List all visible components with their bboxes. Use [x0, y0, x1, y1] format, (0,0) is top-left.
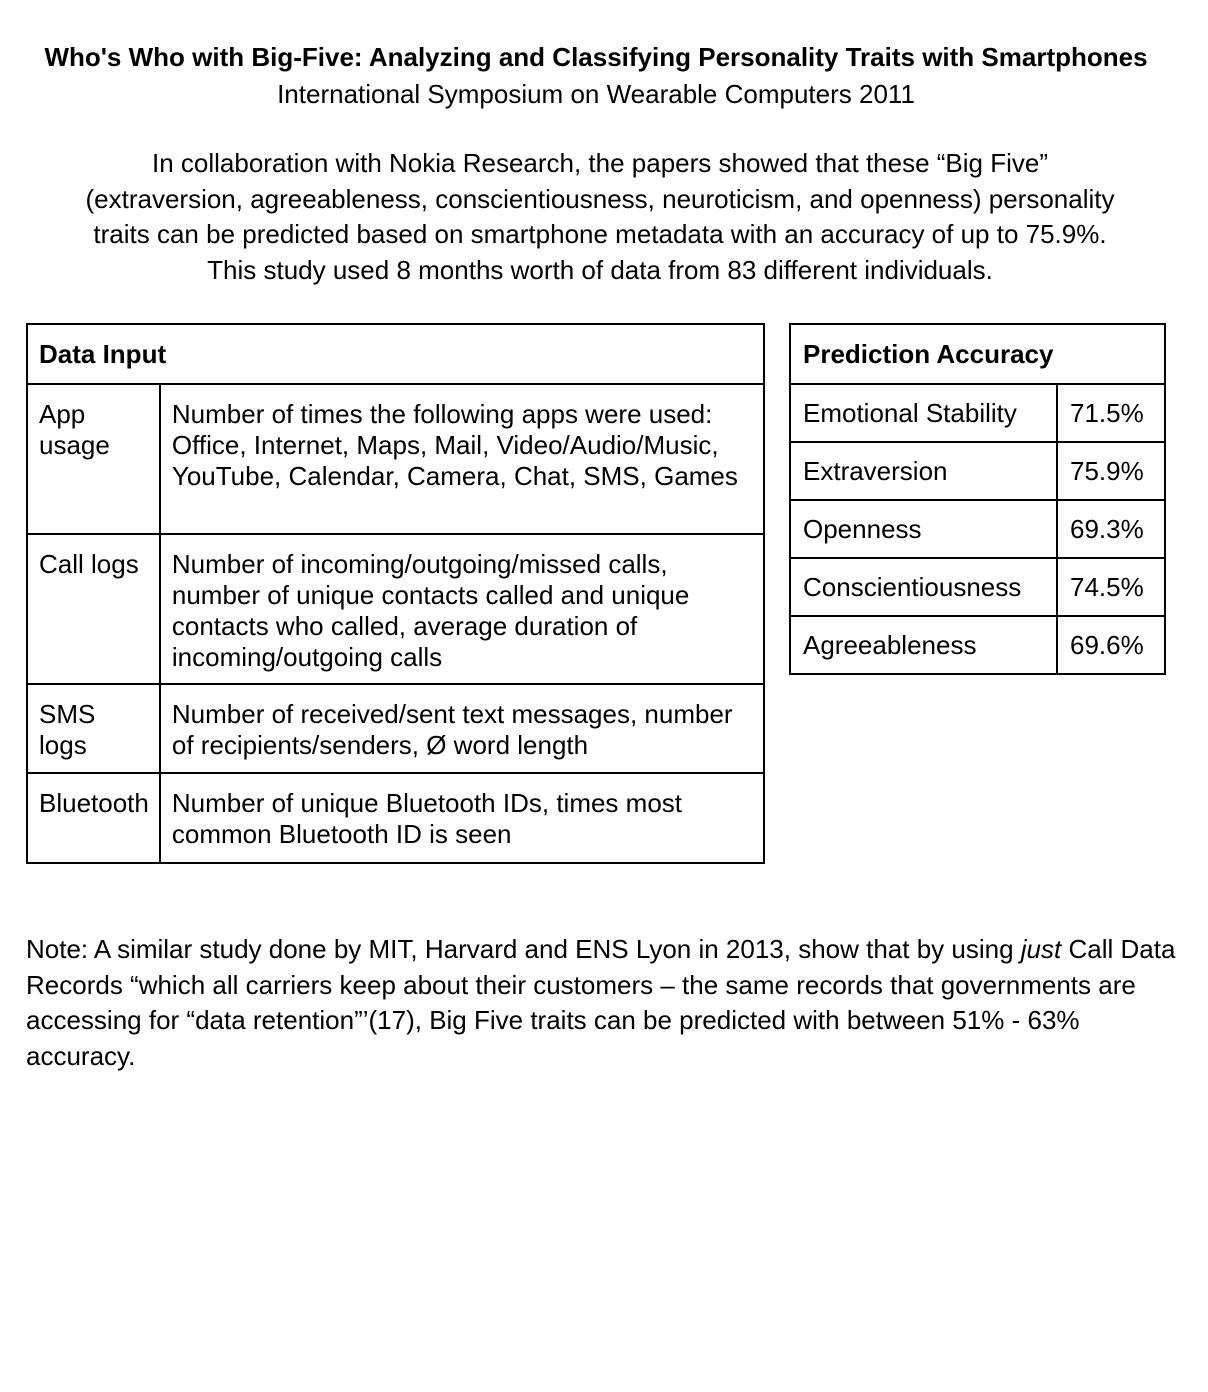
intro-text: In collaboration with Nokia Research, the papers showed that these “Big Five” (extraversion, agreeableness, conscientiousness, neuroticism, and openness) personality traits can be predicted based on smartphone metadata with an accuracy of up to 75.9%. This study used 8 months worth of data from 83 different individuals.: [85, 148, 1115, 285]
note-text-before: Note: A similar study done by MIT, Harvard and ENS Lyon in 2013, show that by using: [26, 934, 1021, 964]
table-row: [27, 534, 764, 684]
data-input-label: Bluetooth: [27, 773, 160, 863]
trait-name: Openness: [790, 500, 1057, 558]
table-row: [790, 616, 1165, 674]
prediction-accuracy-header: Prediction Accuracy: [790, 324, 1165, 384]
trait-name: Conscientiousness: [790, 558, 1057, 616]
document-subtitle: International Symposium on Wearable Computers 2011: [277, 79, 915, 109]
document-title: Who's Who with Big-Five: Analyzing and Classifying Personality Traits with Smartphones: [44, 42, 1148, 72]
prediction-accuracy-table: [789, 323, 1166, 675]
note-text-after: Call Data Records “which all carriers keep about their customers – the same records that governments are accessing for “data retention”’(17), Big Five traits can be predicted with between 51% - 63% accuracy.: [26, 934, 1176, 1071]
trait-name: Agreeableness: [790, 616, 1057, 674]
data-input-description: Number of unique Bluetooth IDs, times most common Bluetooth ID is seen: [160, 773, 764, 863]
trait-name: Extraversion: [790, 442, 1057, 500]
note-paragraph: [26, 932, 1176, 1074]
table-row: [790, 500, 1165, 558]
table-row: [27, 384, 764, 534]
data-input-description: Number of received/sent text messages, number of recipients/senders, Ø word length: [160, 684, 764, 773]
trait-accuracy: 75.9%: [1057, 442, 1165, 500]
trait-name: Emotional Stability: [790, 384, 1057, 442]
data-input-label: App usage: [27, 384, 160, 534]
table-row: [790, 558, 1165, 616]
table-row: [790, 442, 1165, 500]
data-input-description: Number of incoming/outgoing/missed calls, number of unique contacts called and unique contacts who called, average duration of incoming/outgoing calls: [160, 534, 764, 684]
data-input-label: SMS logs: [27, 684, 160, 773]
table-row: [27, 773, 764, 863]
data-input-description: Number of times the following apps were used: Office, Internet, Maps, Mail, Video/Audio/Music, YouTube, Calendar, Camera, Chat, SMS, Games: [160, 384, 764, 534]
trait-accuracy: 69.3%: [1057, 500, 1165, 558]
data-input-label: Call logs: [27, 534, 160, 684]
note-text: [26, 932, 1176, 1074]
data-input-table: [26, 323, 765, 864]
data-input-header: Data Input: [27, 324, 764, 384]
trait-accuracy: 74.5%: [1057, 558, 1165, 616]
trait-accuracy: 69.6%: [1057, 616, 1165, 674]
table-row: [790, 384, 1165, 442]
table-row: [27, 684, 764, 773]
trait-accuracy: 71.5%: [1057, 384, 1165, 442]
note-emphasis: just: [1020, 934, 1062, 964]
intro-paragraph: [70, 146, 1130, 288]
